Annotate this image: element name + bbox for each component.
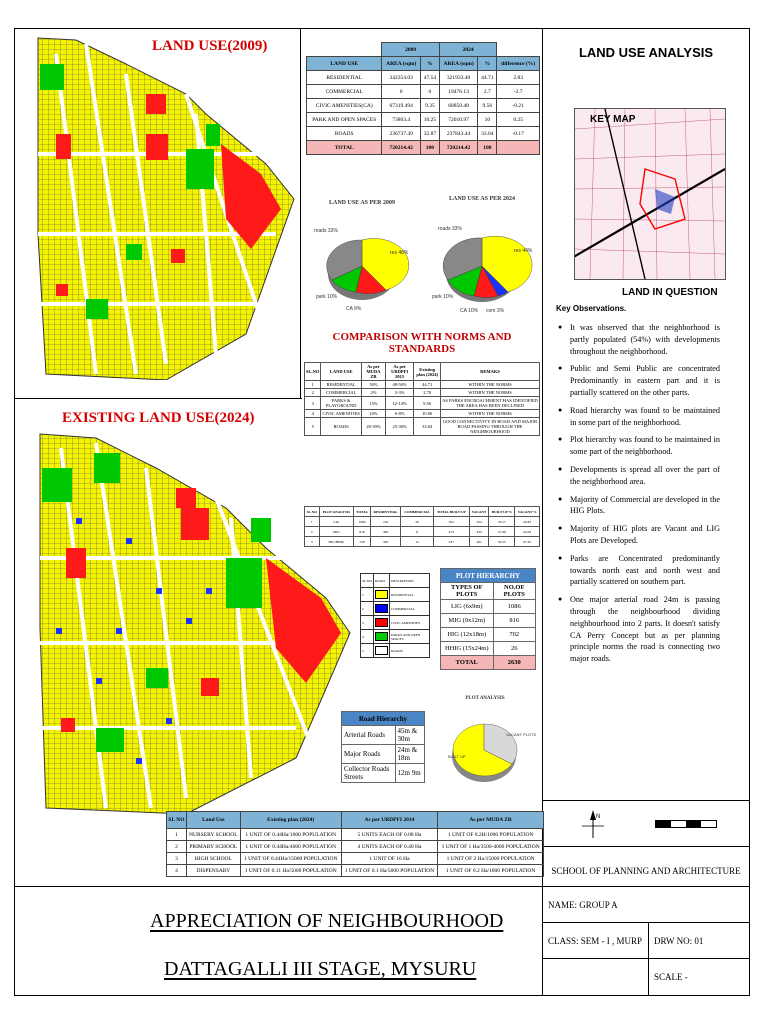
table-cell: 12-14% <box>386 397 414 410</box>
table-cell: GOOD CONNECTIVITY IN ROAD AND MAJOR ROAD PASSING THROUGH THE NEIGHBOURHOOD <box>441 418 540 436</box>
legend-number: 4 <box>361 630 374 644</box>
table-cell: 2.83 <box>497 71 540 85</box>
table-row <box>441 600 536 614</box>
table-cell: 9.35 <box>420 99 439 113</box>
table-cell: 10% <box>361 410 385 418</box>
table-cell: 57.96 <box>489 527 515 537</box>
total-cell: 100 <box>478 141 497 155</box>
table-cell: 237 <box>433 537 469 547</box>
table-cell: 50% <box>361 381 385 389</box>
table-cell: 365 <box>370 537 401 547</box>
table-cell: 4 <box>167 865 187 877</box>
school-name: SCHOOL OF PLANNING AND ARCHITECTURE <box>551 866 741 876</box>
year-header-2024: 2024 <box>439 43 496 57</box>
table-cell: 728 <box>354 537 370 547</box>
table-cell: ROADS <box>321 418 362 436</box>
class-separator <box>542 958 750 959</box>
table-cell: Major Roads <box>342 745 396 764</box>
table-cell: 816 <box>354 527 370 537</box>
table-cell: 70.17 <box>489 517 515 527</box>
table-cell: CIVIC AMENITIES(CA) <box>307 99 382 113</box>
institutions-table <box>166 811 544 877</box>
table-cell: 1086 <box>493 600 535 614</box>
table-cell: 3 <box>305 397 321 410</box>
legend-swatch-cell <box>374 602 390 616</box>
pie-2009-title: LAND USE AS PER 2009 <box>328 200 395 206</box>
class-field: CLASS: SEM - I , MURP <box>548 936 643 946</box>
col-header: SL.NO <box>305 507 320 517</box>
table-cell: COMMERCIAL <box>321 389 362 397</box>
table-cell: 236737.49 <box>382 127 420 141</box>
name-field: NAME: GROUP A <box>548 900 618 910</box>
col-header: AREA (sqm) <box>439 57 477 71</box>
pie-label-vacant: VACANT PLOTS <box>506 732 537 737</box>
col-header: PLOT ANALYSIS <box>319 507 354 517</box>
table-cell: 1 UNIT OF 0.44Ha/1000 POPULATION <box>240 829 341 841</box>
table-cell: 3 <box>305 537 320 547</box>
table-cell: WITHIN THE NORMS <box>441 389 540 397</box>
col-header: LAND USE <box>321 363 362 381</box>
total-cell: 720214.42 <box>382 141 420 155</box>
table-cell: 2 <box>305 389 321 397</box>
key-map-label: KEY MAP <box>590 114 636 125</box>
table-row <box>307 113 540 127</box>
col-header: TYPES OF PLOTS <box>441 583 494 600</box>
total-cell: 100 <box>420 141 439 155</box>
table-cell: 26 <box>493 642 535 656</box>
observation-item: ● Majority of HIG plots are Vacant and LIG Plots are Developed. <box>558 523 720 547</box>
table-cell: 465 <box>370 527 401 537</box>
scale-bar-block <box>656 821 671 827</box>
table-cell: 1 UNIT OF 0.44Ha/15000 POPULATION <box>240 853 341 865</box>
col-header: As per MUDA ZR <box>361 363 385 381</box>
key-map <box>574 108 726 280</box>
plot-analysis-table <box>304 506 540 547</box>
col-header: As per URDPFI 2015 <box>386 363 414 381</box>
col-header: BUILT UP % <box>489 507 515 517</box>
table-cell: 342354.03 <box>382 71 420 85</box>
table-cell: 1 <box>305 381 321 389</box>
table-cell: 2-3% <box>386 389 414 397</box>
comparison-table <box>304 362 540 436</box>
total-cell: TOTAL <box>441 656 494 670</box>
col-header: Existing plan (2024) <box>414 363 441 381</box>
table-cell: 1 <box>167 829 187 841</box>
table-row <box>342 764 425 783</box>
observation-item: ● Public and Semi Public are concentrated Predominantly in eastern part and it is partially scattered on the other parts. <box>558 363 720 398</box>
table-cell: 10 <box>478 113 497 127</box>
table-row <box>441 628 536 642</box>
legend-row <box>361 588 430 602</box>
table-cell: 47.54 <box>420 71 439 85</box>
col-header: COMMERCIAL <box>401 507 433 517</box>
top-map-divider <box>300 28 301 398</box>
title-line-1: APPRECIATION OF NEIGHBOURHOOD <box>150 910 504 932</box>
pie-2009 <box>306 190 418 316</box>
legend-row <box>361 602 430 616</box>
table-cell: HHIG (15x24m) <box>441 642 494 656</box>
table-row <box>305 397 540 410</box>
pie-slice-label: roads 33% <box>314 228 338 234</box>
table-cell: 12m 9m <box>395 764 424 783</box>
table-row <box>305 389 540 397</box>
plot-hierarchy-title: PLOT HIERARCHY <box>441 569 536 583</box>
table-cell: 237843.44 <box>439 127 477 141</box>
table-cell: CIVIC AMENITIES <box>322 411 360 416</box>
table-cell: AS PARKS ENCROACHMENT HAS IDENTIFIED THE AREA HAS BEEN DECLINED <box>442 398 538 408</box>
table-row <box>441 614 536 628</box>
col-header: RESIDENTIAL <box>370 507 401 517</box>
table-cell: 1 UNIT OF 0.2 Ha/1000 POPULATION <box>438 865 544 877</box>
col-header: NO.OF PLOTS <box>493 583 535 600</box>
table-row <box>307 127 540 141</box>
total-cell: TOTAL <box>307 141 382 155</box>
col-header: AREA (sqm) <box>382 57 420 71</box>
table-cell: 4 <box>305 410 321 418</box>
table-cell: 10.00 <box>414 410 441 418</box>
table-cell: 4 UNITS EACH OF 0.40 Ha <box>341 841 438 853</box>
side-title: LAND USE ANALYSIS <box>578 45 714 60</box>
col-header: VACANT <box>469 507 488 517</box>
table-cell: PARK AND OPEN SPACES <box>307 113 382 127</box>
table-cell: 44.71 <box>478 71 497 85</box>
table-cell: RESIDENTIAL <box>307 71 382 85</box>
legend-header: SL.NO <box>361 574 374 588</box>
table-cell: 73803.4 <box>382 113 420 127</box>
north-separator <box>542 846 750 847</box>
table-cell: 48-50% <box>386 381 414 389</box>
road-hierarchy-title: Road Hierarchy <box>342 712 425 726</box>
legend-label: COMMERCIAL <box>390 602 430 616</box>
observation-item: ● Road hierarchy was found to be maintained in some part of the neighborhood. <box>558 405 720 429</box>
table-row <box>307 99 540 113</box>
col-header: REMAKS <box>441 363 540 381</box>
legend-number: 1 <box>361 588 374 602</box>
table-cell: 72010.97 <box>439 113 477 127</box>
legend-label: CIVIC AMENITIES <box>390 616 430 630</box>
table-cell: 20-30% <box>361 418 385 436</box>
land-in-question-label: LAND IN QUESTION <box>622 287 718 298</box>
table-cell: 2.70 <box>414 389 441 397</box>
pie-slice-label: CA 9% <box>346 306 362 312</box>
table-row <box>167 841 544 853</box>
table-cell: 67319.494 <box>382 99 420 113</box>
map-separator <box>14 398 302 399</box>
table-cell: NURSERY SCHOOL <box>186 829 240 841</box>
pie-slice-label: roads 33% <box>438 226 462 232</box>
table-cell: 343 <box>469 527 488 537</box>
legend-row <box>361 616 430 630</box>
table-cell: 2 <box>167 841 187 853</box>
col-header: TOTAL <box>354 507 370 517</box>
table-cell: MIG (9x12m) <box>441 614 494 628</box>
table-row <box>342 745 425 764</box>
title-block-separator <box>14 886 750 887</box>
col-header: As per MUDA ZR <box>438 812 544 829</box>
observation-item: ● It was observed that the neighborhood is partly populated (54%) with developments throughout the neighborhood. <box>558 322 720 357</box>
table-cell: 32.87 <box>420 127 439 141</box>
year-header-2009: 2009 <box>382 43 439 57</box>
land-use-2009-title: LAND USE(2009) <box>152 38 268 54</box>
table-cell: HIG (12x18m) <box>441 628 494 642</box>
table-cell: 9.56 <box>478 99 497 113</box>
pie-slice-label: res 44% <box>514 248 533 254</box>
table-cell: HIGH SCHOOL <box>186 853 240 865</box>
table-row <box>305 381 540 389</box>
observations-list <box>558 322 720 671</box>
table-cell: 6-8% <box>386 410 414 418</box>
legend-swatch <box>375 618 388 627</box>
table-cell: 29.83 <box>515 517 540 527</box>
legend-swatch <box>375 604 388 613</box>
table-cell: 702 <box>493 628 535 642</box>
table-cell: 5 UNITS EACH OF 0.08 Ha <box>341 829 438 841</box>
legend-swatch-cell <box>374 588 390 602</box>
table-cell: 473 <box>433 527 469 537</box>
observation-item: ● One major arterial road 24m is passing through the neighbourhood dividing neighbourhood into 2 parts. It doesn't satisfy CA Perry Concept but as per planning principle norms the road is connecting two major roads. <box>558 594 720 665</box>
table-cell: 42.04 <box>515 527 540 537</box>
observations-heading: Key Observations. <box>556 304 627 313</box>
table-cell: WITHIN THE NORMS <box>441 381 540 389</box>
col-header: TOTAL BUILT UP <box>433 507 469 517</box>
table-cell: 45m & 30m <box>395 726 424 745</box>
col-header: difference (%) <box>497 57 540 71</box>
pie-2024 <box>424 190 540 316</box>
table-cell: 2.7 <box>478 85 497 99</box>
col-header: Land Use <box>186 812 240 829</box>
legend-header: ROAD <box>374 574 390 588</box>
plot-analysis-pie <box>432 690 538 794</box>
table-row <box>305 410 540 418</box>
table-cell: Arterial Roads <box>342 726 396 745</box>
legend-number: 2 <box>361 602 374 616</box>
legend-number: 3 <box>361 616 374 630</box>
table-cell: 1 UNIT OF 0.11 Ha/5000 POPULATION <box>240 865 341 877</box>
table-cell: 3 <box>167 853 187 865</box>
table-cell: 33.04 <box>478 127 497 141</box>
table-row <box>305 517 540 527</box>
north-arrow <box>578 808 608 842</box>
col-header: % <box>420 57 439 71</box>
observation-item: ● Developments is spread all over the part of the neighborhood area. <box>558 464 720 488</box>
table-cell: PARKS & PLAYGROUND <box>321 397 362 410</box>
table-row <box>342 726 425 745</box>
table-row <box>307 85 540 99</box>
table-cell: LIG (6x9m) <box>441 600 494 614</box>
table-cell: 1 <box>305 517 320 527</box>
table-cell: 25-30% <box>386 418 414 436</box>
table-row <box>305 537 540 547</box>
table-cell: HIG/HHIG <box>319 537 354 547</box>
table-cell: DISPENSARY <box>186 865 240 877</box>
table-cell: ROADS <box>307 127 382 141</box>
table-cell: Collector Roads Streets <box>342 764 396 783</box>
legend-swatch <box>375 646 388 655</box>
side-bottom-separator <box>542 800 750 801</box>
col-header: % <box>478 57 497 71</box>
table-cell: 19476.13 <box>439 85 477 99</box>
table-cell: 15% <box>361 397 385 410</box>
legend-swatch <box>375 590 388 599</box>
pie-label-built: BUILT UP <box>448 754 466 759</box>
blank-header <box>307 43 382 57</box>
col-header: VACANT % <box>515 507 540 517</box>
table-cell: 742 <box>370 517 401 527</box>
table-cell: 32.55 <box>489 537 515 547</box>
table-cell: 1 UNIT OF 0.2H/1000 POPULATION <box>438 829 544 841</box>
table-cell: 9.56 <box>414 397 441 410</box>
scale-field: SCALE - <box>654 972 688 982</box>
table-cell: 10.25 <box>420 113 439 127</box>
observation-item: ● Parks are Concentrated predominantly towards north east and north west and partially scattered on southern part. <box>558 553 720 588</box>
table-cell: 1086 <box>354 517 370 527</box>
pie-slice-label: com 3% <box>486 308 505 314</box>
table-cell: -0.17 <box>497 127 540 141</box>
table-cell: COMMERCIAL <box>307 85 382 99</box>
scale-bar-block <box>686 821 701 827</box>
legend-header: DESCRIPTION <box>390 574 430 588</box>
legend-swatch-cell <box>374 630 390 644</box>
table-cell: -2.7 <box>497 85 540 99</box>
table-row <box>167 865 544 877</box>
pie-slice-label: park 10% <box>432 294 454 300</box>
table-cell: 67.45 <box>515 537 540 547</box>
table-cell: 762 <box>433 517 469 527</box>
name-separator <box>542 922 750 923</box>
road-hierarchy-table <box>341 711 425 783</box>
pie-slice-label: CA 10% <box>460 308 479 314</box>
land-use-table <box>306 42 540 155</box>
table-cell: 0 <box>420 85 439 99</box>
pie-slice-label: park 10% <box>316 294 338 300</box>
table-cell: 816 <box>493 614 535 628</box>
table-cell: WITHIN THE NORMS <box>441 410 540 418</box>
col-header: Existing plan (2024) <box>240 812 341 829</box>
plot-analysis-pie-title: PLOT ANALYSIS <box>465 696 505 701</box>
table-cell: 324 <box>469 517 488 527</box>
legend-row <box>361 630 430 644</box>
legend-swatch-cell <box>374 644 390 658</box>
existing-land-use-map <box>36 428 352 814</box>
table-cell: 68850.48 <box>439 99 477 113</box>
table-cell: 2% <box>361 389 385 397</box>
table-cell: PRIMARY SCHOOL <box>186 841 240 853</box>
legend-number: 5 <box>361 644 374 658</box>
land-use-legend <box>360 573 430 658</box>
total-cell <box>497 141 540 155</box>
table-cell: 321933.40 <box>439 71 477 85</box>
table-row <box>167 853 544 865</box>
table-cell: -0.21 <box>497 99 540 113</box>
table-cell: MIG <box>319 527 354 537</box>
table-cell: 1 UNIT OF 1 Ha/3500-4000 POPULATION <box>438 841 544 853</box>
table-cell: 24m & 18m <box>395 745 424 764</box>
table-cell: 2 <box>305 527 320 537</box>
legend-label: ROADS <box>390 644 430 658</box>
table-cell: 33.04 <box>414 418 441 436</box>
total-cell: 720214.42 <box>439 141 477 155</box>
table-cell: 1 UNIT OF 0.1 Ha/5000 POPULATION <box>341 865 438 877</box>
legend-row <box>361 644 430 658</box>
plot-hierarchy-table <box>440 568 536 670</box>
table-cell: 1 UNIT OF 16 Ha <box>341 853 438 865</box>
table-cell: RESIDENTIAL <box>321 381 362 389</box>
table-row <box>441 642 536 656</box>
drw-divider <box>648 922 649 996</box>
col-header: SL.NO <box>305 363 321 381</box>
col-header: LAND USE <box>307 57 382 71</box>
existing-land-use-title: EXISTING LAND USE(2024) <box>62 410 255 426</box>
drawing-number: DRW NO: 01 <box>654 936 704 946</box>
blank-header <box>497 43 540 57</box>
col-header: SL NO <box>167 812 187 829</box>
comparison-title: COMPARISON WITH NORMS AND STANDARDS <box>332 331 512 355</box>
table-row <box>305 527 540 537</box>
north-label: N <box>596 814 601 820</box>
table-cell: 5 <box>305 418 321 436</box>
legend-label: RESIDENTIAL <box>390 588 430 602</box>
table-cell: 8 <box>401 527 433 537</box>
legend-label: PARKS AND OPEN SPACES <box>390 630 430 644</box>
pie-slice-label: res 48% <box>390 250 409 256</box>
observation-item: ● Plot hierarchy was found to be maintained in some part of the neighborhood. <box>558 434 720 458</box>
table-row <box>167 829 544 841</box>
table-cell: 491 <box>469 537 488 547</box>
observation-item: ● Majority of Commercial are developed in the HIG Plots. <box>558 494 720 518</box>
scale-bar <box>655 820 717 828</box>
table-row <box>305 418 540 436</box>
table-cell: 0.25 <box>497 113 540 127</box>
table-cell: 0 <box>382 85 420 99</box>
pie-2024-title: LAND USE AS PER 2024 <box>448 196 515 202</box>
col-header: As per URDPFI 2014 <box>341 812 438 829</box>
table-cell: LIG <box>319 517 354 527</box>
table-cell: 1 UNIT OF 0.44Ha/4000 POPULATION <box>240 841 341 853</box>
table-cell: 12 <box>401 537 433 547</box>
table-cell: 20 <box>401 517 433 527</box>
table-cell: 1 UNIT OF 2 Ha/15000 POPULATION <box>438 853 544 865</box>
legend-swatch-cell <box>374 616 390 630</box>
table-cell: 44.71 <box>414 381 441 389</box>
land-use-2009-map <box>36 34 298 380</box>
total-cell: 2630 <box>493 656 535 670</box>
legend-swatch <box>375 632 388 641</box>
title-line-2: DATTAGALLI III STAGE, MYSURU <box>164 958 477 980</box>
table-row <box>307 71 540 85</box>
